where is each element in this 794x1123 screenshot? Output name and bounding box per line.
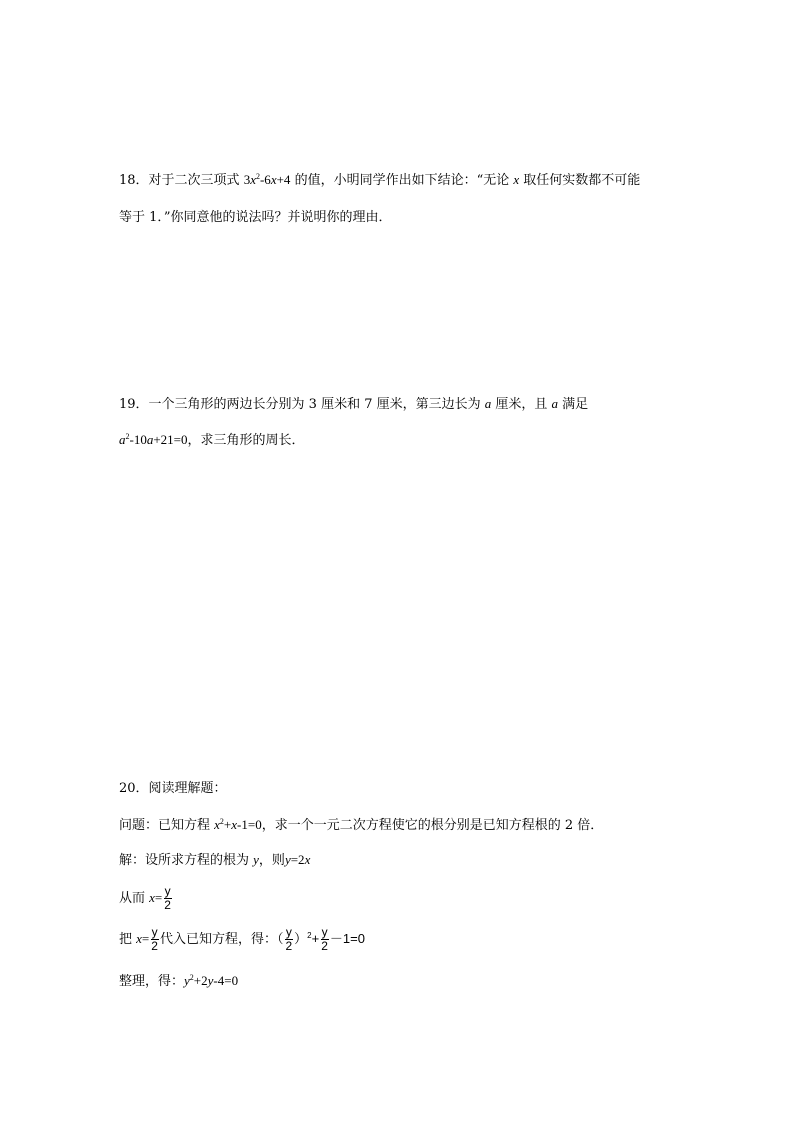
q20-title: 20．阅读理解题： — [119, 781, 227, 796]
q19-eq-mid: -10 — [129, 432, 147, 447]
q20-simp-text: 整理，得： — [119, 974, 185, 989]
q20-problem-text: 问题：已知方程 — [119, 818, 215, 833]
fraction-y-over-2 — [163, 885, 172, 912]
q20-simp-end: -4=0 — [213, 973, 239, 988]
q18-text-suffix: 取任何实数都不可能 — [519, 173, 641, 188]
q20-substitute — [119, 924, 365, 955]
q18-line1 — [119, 172, 640, 189]
q20-from-text: 从而 — [119, 891, 150, 906]
q20-sub-text: 把 — [119, 932, 137, 947]
fraction-denominator: 2 — [285, 939, 293, 953]
q20-p-end: -1=0 — [237, 817, 262, 832]
fraction-denominator: 2 — [151, 939, 158, 953]
fraction-numerator: y — [164, 884, 171, 898]
q19-eq-exp: 2 — [125, 432, 130, 441]
q20-sol-eq: =2 — [290, 852, 305, 867]
fraction-numerator: y — [285, 925, 292, 939]
q20-p-x2: x — [231, 817, 238, 832]
fraction-numerator: y — [321, 925, 328, 939]
q19-eq-a: a — [119, 432, 126, 447]
q19-eq-end: +21=0 — [153, 432, 188, 447]
q18-var-x: x — [250, 172, 256, 187]
fraction-numerator: y — [151, 925, 158, 939]
q20-sub-x: x — [136, 931, 142, 946]
q18-var-x3: x — [513, 172, 520, 187]
q20-sub-plus: + — [311, 931, 320, 946]
q20-sol-mid: ，则 — [258, 853, 285, 868]
q20-sub-exp: 2 — [307, 931, 312, 940]
q18-exp: 2 — [255, 172, 260, 181]
q20-sol-y: y — [253, 852, 259, 867]
q20-sub-end: －1=0 — [329, 931, 365, 946]
q20-simp-exp: 2 — [189, 973, 194, 982]
q20-sol-text: 解：设所求方程的根为 — [119, 853, 254, 868]
q18-text-mid: 的值，小明同学作出如下结论：“无论 — [290, 173, 514, 188]
q18-expr-c: +4 — [276, 172, 291, 187]
q20-simp-y2: y — [207, 973, 214, 988]
q20-simplify — [119, 973, 238, 990]
q20-from-eq: = — [154, 890, 163, 905]
q20-sol-y2: y — [284, 852, 291, 867]
fraction-y-over-2 — [150, 926, 159, 953]
q19-text-suffix: 满足 — [558, 397, 589, 412]
q18-var-x2: x — [270, 172, 277, 187]
q20-solution — [119, 852, 310, 869]
q19-var-a: a — [484, 396, 492, 411]
q18-line2: 等于 1．”你同意他的说法吗？并说明你的理由． — [119, 210, 392, 225]
q20-problem-suffix: ，求一个一元二次方程使它的根分别是已知方程根的 2 倍． — [261, 818, 604, 833]
q20-sub-mid: 代入已知方程，得：（ — [159, 932, 284, 947]
q20-from — [119, 883, 173, 914]
fraction-y-over-2 — [284, 926, 293, 953]
q19-eq-a2: a — [146, 432, 154, 447]
q20-p-x: x — [214, 817, 220, 832]
q19-text-suffix2: ，求三角形的周长． — [187, 433, 305, 448]
q19-line1 — [119, 396, 588, 413]
fraction-denominator: 2 — [321, 939, 328, 953]
q18-expr-coef: 3 — [243, 172, 251, 187]
q20-sol-x: x — [304, 852, 311, 867]
fraction-y-over-2 — [320, 926, 329, 953]
q19-text-mid: 厘米，且 — [491, 397, 552, 412]
q19-text: 19．一个三角形的两边长分别为 3 厘米和 7 厘米，第三边长为 — [119, 397, 485, 412]
q20-simp-mid: +2 — [193, 973, 208, 988]
q19-var-a2: a — [551, 396, 559, 411]
q20-p-exp: 2 — [219, 817, 224, 826]
q18-text: 18．对于二次三项式 — [119, 173, 244, 188]
q20-from-x: x — [149, 890, 155, 905]
q19-line2 — [119, 432, 305, 449]
q20-simp-y: y — [184, 973, 190, 988]
q20-sub-close: ） — [294, 932, 308, 947]
q20-sub-eq: = — [141, 931, 150, 946]
q20-problem — [119, 817, 603, 834]
q20-p-plus: + — [223, 817, 232, 832]
q18-expr-b: -6 — [259, 172, 271, 187]
fraction-denominator: 2 — [164, 898, 171, 912]
